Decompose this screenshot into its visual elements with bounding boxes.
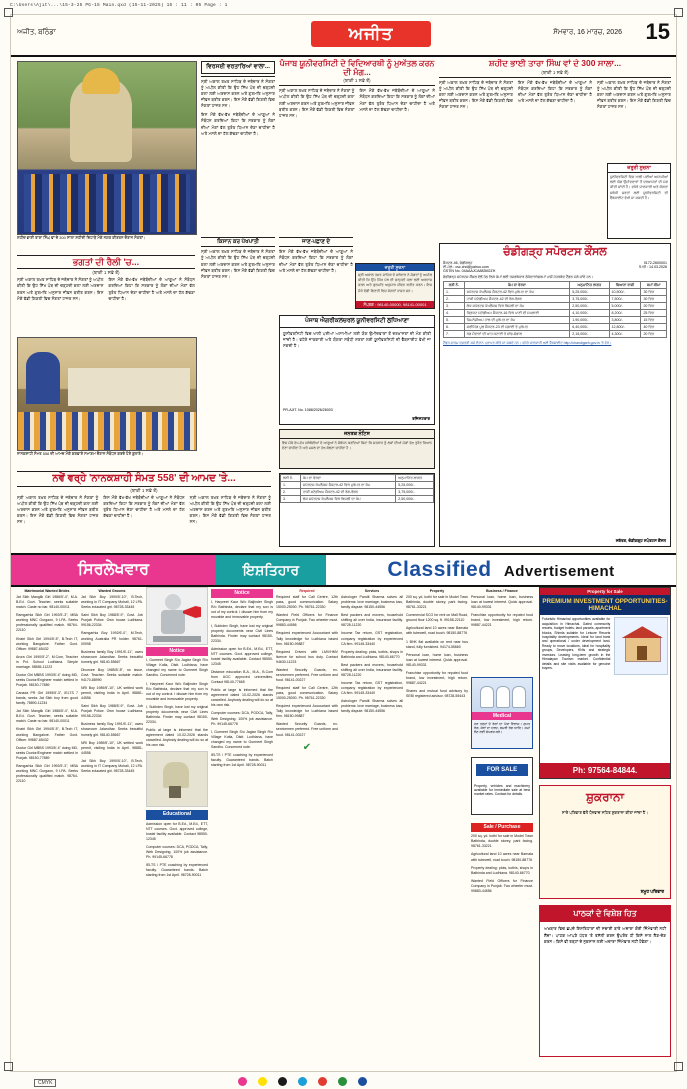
dot-cyan [298, 1077, 307, 1086]
cell: 3,800/- [609, 317, 641, 324]
table-row [444, 303, 667, 310]
list-item: Wanted Security Guards, ex-servicemen preferred. Free uniform and food. 98141-00227 [276, 667, 338, 682]
article-janpachhan [279, 237, 353, 274]
small-notice-body: ਯੂਨੀਵਰਸਿਟੀ ਵਿਚ ਖਾਲੀ ਪਈਆਂ ਅਸਾਮੀਆਂ ਲਈ ਯੋਗ ਉਮੀਦਵਾਰਾਂ ਤੋਂ ਦਰਖ਼ਾਸਤਾਂ ਦੀ ਮੰਗ ਕੀਤੀ ਜਾਂਦੀ ਹੈ। ਵਧੇਰੇ ਜਾਣਕਾਰੀ ਅਤੇ ਯੋਗਤਾ ਸਬੰਧੀ ਸ਼ਰਤਾਂ ਲਈ ਯੂਨੀਵਰਸਿਟੀ ਦੀ ਵੈੱਬਸਾਈਟ ਵੇਖੀ ਜਾ ਸਕਦੀ ਹੈ। [610, 175, 668, 200]
list-item: 1 BHK flat available on rent near bus stand, fully furnished. 94174-55660 [406, 639, 468, 649]
medical-tag: Medical [472, 712, 532, 720]
medical-ad-body: ਹਰ ਤਰ੍ਹਾਂ ਦੇ ਰੋਗਾਂ ਦਾ ਪੱਕਾ ਇਲਾਜ। ਗੁਪਤ ਰੋਗ, ਜੋੜਾਂ ਦਾ ਦਰਦ, ਚਮੜੀ ਰੋਗ ਆਦਿ। ਸਮਾਂ ਲੈਣ ਲਈ ਸੰਪਰਕ ਕਰੋ। [474, 722, 530, 734]
pau-tender-sign: ਰਜਿਸਟਰਾਰ [412, 416, 430, 421]
list-item: I, Gurmeet Singh S/o Jagtar Singh R/o Village Kotla, Distt. Ludhiana, have changed my name to Gurmeet Singh Sandhu. Concerned note. [211, 729, 273, 749]
misc-table [280, 474, 434, 503]
readers-notice-body: ਅਖ਼ਬਾਰ ਵਿਚ ਛਪਦੇ ਇਸ਼ਤਿਹਾਰਾਂ ਦੀ ਸਚਾਈ ਬਾਰੇ ਅਦਾਰਾ ਕੋਈ ਜ਼ਿੰਮੇਵਾਰੀ ਨਹੀਂ ਲੈਂਦਾ। ਪਾਠਕ ਆਪਣੇ ਪੱਧਰ 'ਤੇ ਤਸੱਲੀ ਕਰਨ ਉਪਰੰਤ ਹੀ ਕਿਸੇ ਨਾਲ ਲੈਣ-ਦੇਣ ਕਰਨ। ਕਿਸੇ ਵੀ ਤਰ੍ਹਾਂ ਦੇ ਨੁਕਸਾਨ ਲਈ ਅਦਾਰਾ ਜ਼ਿੰਮੇਵਾਰ ਨਹੀਂ ਹੋਵੇਗਾ। [544, 926, 666, 945]
medical-ad [471, 677, 533, 749]
article-nanakshahi-subline: (ਬਾਕੀ 1 ਸਫ਼ੇ ਤੋਂ) [130, 487, 158, 493]
dot-blue [358, 1077, 367, 1086]
cell: ਸਵੀਮਿੰਗ ਪੂਲ ਸੈਕਟਰ-23 ਦੀ ਸਫ਼ਾਈ ਤੇ ਮੁਰੰਮਤ [464, 324, 570, 331]
crop-mark-tr [674, 8, 683, 17]
himachal-ad-body: Futuristic Himachal opportunities available for acquisition in Himachal. Gated community resorts, budget hotels, land parcels, apartment blocks, Shimla suitable for Leisure Resorts hospitality developments. Ideal for land bank and operational / under development land. Ready to move locations, ideal for hospitality groups, Developers, HNIs and strategic investors. Leasing long-term growth in the Himalayan Tourism market. Confidential details and site visits available for genuine buyers. [542, 617, 611, 671]
list-item: Saini Sikh Boy 1988/5'-9", Govt. Job Punjab Police. Own house Ludhiana. 99156-22334 [81, 704, 143, 719]
list-item: Required staff for Call Centre, 12th pass, good communication. Salary 15000-25000. Ph. 98761-22330 [276, 686, 338, 701]
classified-col-2 [81, 587, 143, 1057]
masthead-edition: ਅਜੀਤ, ਬਠਿੰਡਾ [17, 29, 56, 36]
list-item: Shares and mutual fund advisory by SEBI registered advisor. 98728-55443 [406, 689, 468, 699]
subhan-ad-sign: ਸਮੂਹ ਪਰਿਵਾਰ [640, 889, 664, 894]
article-pu-col2: ਇਸ ਮੌਕੇ ਵੱਖ-ਵੱਖ ਜਥੇਬੰਦੀਆਂ ਦੇ ਆਗੂਆਂ ਨੇ ਸੰਬੋਧਨ ਕਰਦਿਆਂ ਕਿਹਾ ਕਿ ਸਰਕਾਰ ਨੂੰ ਲੋਕਾਂ ਦੀਆਂ ਮੰਗਾਂ ਵੱਲ ਤੁਰੰਤ ਧਿਆਨ ਦੇਣਾ ਚਾਹੀਦਾ ਹੈ ਅਤੇ ਮਸਲੇ ਦਾ ਹੱਲ ਕੱਢਣਾ ਚਾਹੀਦਾ ਹੈ। [359, 88, 435, 112]
misc-table-cell: 1. [281, 482, 301, 489]
article-tara-singh [439, 59, 671, 110]
list-item: NRI Boy 1989/5'-10", UK settled work permit, visiting India in April. 98881-44556 [81, 740, 143, 755]
misc-table-cell: 5,25,000/- [396, 482, 434, 489]
sports-council-footer: ਟੈਂਡਰ ਫ਼ਾਰਮ ਦਫ਼ਤਰੀ ਸਮੇਂ ਦੌਰਾਨ ਪ੍ਰਾਪਤ ਕੀਤੇ ਜਾ ਸਕਦੇ ਹਨ। ਵਧੇਰੇ ਜਾਣਕਾਰੀ ਲਈ ਵੈੱਬਸਾਈਟ http://chandigarh.gov.in 'ਤੇ ਵੇਖੋ। [443, 341, 612, 345]
cell: ਸਪੋਰਟਸ ਕੰਪਲੈਕਸ ਸੈਕਟਰ-42 ਵਿਖੇ ਮੁਰੰਮਤ ਦਾ ਕੰਮ [464, 289, 570, 296]
list-item: Agricultural land 10 acres near Barnala with tubewell, road touch. 98150-88776 [406, 626, 468, 636]
for-sale-sign: FOR SALE [476, 764, 528, 776]
list-item: Divorcee Boy 1985/5'-8", no issue, Govt. Teacher. Seeks suitable match. 94170-88990 [81, 667, 143, 682]
classified-col-8 [471, 587, 533, 673]
list-item: Required staff for Call Centre, 12th pass, good communication. Salary 15000-25000. Ph. 98761-22330 [276, 595, 338, 610]
photo-hall-caption: ਨਾਨਕਸ਼ਾਹੀ ਸੰਮਤ 558 ਦੀ ਆਮਦ ਮੌਕੇ ਕਰਵਾਏ ਸਮਾਗਮ ਦੌਰਾਨ ਸੰਬੋਧਨ ਕਰਦੇ ਹੋਏ ਬੁਲਾਰੇ। [17, 451, 144, 456]
classified-col-3 [146, 587, 208, 1057]
photo-hall-gathering [17, 337, 197, 451]
classified-col-8b [471, 821, 533, 1057]
masthead [11, 15, 676, 57]
list-item: Income Tax return, GST registration, company registration by experienced CA firm. 99145-33440 [341, 680, 403, 696]
list-item: Wanted Field Officers for Finance Company in Punjab. Two wheeler must. 99883-44556 [276, 613, 338, 628]
article-rally [17, 255, 195, 302]
article-nanakshahi-col2: ਇਸ ਮੌਕੇ ਵੱਖ-ਵੱਖ ਜਥੇਬੰਦੀਆਂ ਦੇ ਆਗੂਆਂ ਨੇ ਸੰਬੋਧਨ ਕਰਦਿਆਂ ਕਿਹਾ ਕਿ ਸਰਕਾਰ ਨੂੰ ਲੋਕਾਂ ਦੀਆਂ ਮੰਗਾਂ ਵੱਲ ਤੁਰੰਤ ਧਿਆਨ ਦੇਣਾ ਚਾਹੀਦਾ ਹੈ ਅਤੇ ਮਸਲੇ ਦਾ ਹੱਲ ਕੱਢਣਾ ਚਾਹੀਦਾ ਹੈ। [103, 494, 185, 518]
table-row [444, 296, 667, 303]
list-item: 200 sq. yd. kothi for sale in Model Town Bathinda, double storey, park facing. 98761-33221 [471, 834, 533, 849]
education-tag: Educational [146, 810, 208, 819]
article-rally-col1: ਸ੍ਰੀ ਅਕਾਲ ਤਖ਼ਤ ਸਾਹਿਬ ਦੇ ਜਥੇਦਾਰ ਨੇ ਸੰਗਤਾਂ ਨੂੰ ਅਪੀਲ ਕੀਤੀ ਕਿ ਉਹ ਸਿੱਖ ਪੰਥ ਦੀ ਚੜ੍ਹਦੀ ਕਲਾ ਲਈ ਅਰਦਾਸ ਕਰਨ ਅਤੇ ਗੁਰਮਤਿ ਅਨੁਸਾਰ ਜੀਵਨ ਬਤੀਤ ਕਰਨ। ਇਸ ਮੌਕੇ ਵੱਡੀ ਗਿਣਤੀ ਵਿਚ ਸੰਗਤਾਂ ਹਾਜ਼ਰ ਸਨ। [17, 277, 104, 301]
pau-tender-title: ਪੰਜਾਬ ਐਗਰੀਕਲਚਰਲ ਯੂਨੀਵਰਸਿਟੀ ਲੁਧਿਆਣਾ [280, 316, 434, 328]
cell: 12,800/- [609, 324, 641, 331]
sports-col-head: ਕੰਮ ਦਾ ਵੇਰਵਾ [464, 282, 570, 289]
cell: ਜਿਮਨੇਜ਼ੀਅਮ ਹਾਲ ਦੀ ਮੁਰੰਮਤ ਦਾ ਕੰਮ [464, 317, 570, 324]
megaphone-mascot-illustration [146, 587, 208, 645]
cell: 15 ਦਿਨ [641, 317, 667, 324]
house-illustration [612, 615, 670, 677]
list-item: IELTS / PTE coaching by experienced faculty. Guaranteed bands. Batch starting from 1st April. 98728-90011 [211, 752, 273, 767]
list-item: Jat Sikh Boy 1990/5'-10", B.Tech, working in IT Company Mohali, 12 LPA. Seeks educated girl. 98728-33445 [81, 758, 143, 773]
list-item: Wanted Field Officers for Finance Company in Punjab. Two wheeler must. 99883-44556 [471, 878, 533, 893]
misc-table-cell: ਲੇਕ ਸਪੋਰਟਸ ਕੰਪਲੈਕਸ ਵਿਖੇ ਬਿਜਲੀ ਦਾ ਕੰਮ [300, 496, 395, 503]
misc-table-cell: 3,75,000/- [396, 489, 434, 496]
article-nanakshahi-headline: ਨਵੇਂ ਵਰ੍ਹੇ 'ਨਾਨਕਸ਼ਾਹੀ ਸੰਮਤ 558' ਦੀ ਆਮਦ 'ਤੇ... [17, 471, 271, 487]
sports-council-title: ਚੰਡੀਗੜ੍ਹ ਸਪੋਰਟਸ ਕੌਂਸਲ [503, 246, 607, 258]
misc-table-cell: 2,50,000/- [396, 496, 434, 503]
cell: 25 ਦਿਨ [641, 310, 667, 317]
public-notice-box [279, 429, 435, 469]
misc-table-cell: ਹਾਕੀ ਸਟੇਡੀਅਮ ਸੈਕਟਰ-42 ਦੀ ਰੰਗ-ਰੋਗਨ [300, 489, 395, 496]
article-virsai-body2: ਇਸ ਮੌਕੇ ਵੱਖ-ਵੱਖ ਜਥੇਬੰਦੀਆਂ ਦੇ ਆਗੂਆਂ ਨੇ ਸੰਬੋਧਨ ਕਰਦਿਆਂ ਕਿਹਾ ਕਿ ਸਰਕਾਰ ਨੂੰ ਲੋਕਾਂ ਦੀਆਂ ਮੰਗਾਂ ਵੱਲ ਤੁਰੰਤ ਧਿਆਨ ਦੇਣਾ ਚਾਹੀਦਾ ਹੈ ਅਤੇ ਮਸਲੇ ਦਾ ਹੱਲ ਕੱਢਣਾ ਚਾਹੀਦਾ ਹੈ। [201, 112, 275, 136]
list-item: Ramgarhia Sikh Girl 1992/5'-3", MBA working MNC Gurgaon, 9 LPA. Seeks professionally qualified match. 98764-22110 [16, 763, 78, 783]
cmyk-label: CMYK [34, 1079, 56, 1087]
list-item: Canada PR Girl 1995/5'-3", IELTS 7 bands, seeks Jat Sikh boy from good family. 78890-11234 [16, 691, 78, 706]
sports-col-head: ਬਿਆਨਾ ਰਾਸ਼ੀ [609, 282, 641, 289]
cell: 7,500/- [609, 296, 641, 303]
cell: 20 ਦਿਨ [641, 303, 667, 310]
table-row [444, 310, 667, 317]
sports-council-address: ਸੈਕਟਰ-46, ਚੰਡੀਗੜ੍ਹ [443, 261, 473, 265]
list-item: Public at large is informed that the agreement dated 10-02-2026 stands cancelled. Anybody dealing will do so at his own risk. [146, 728, 208, 748]
cell: 5,25,000/- [570, 289, 609, 296]
public-notice-title: ਜਨਤਕ ਨੋਟਿਸ [280, 430, 434, 439]
sports-council-email: ਈ-ਮੇਲ : csc.chd@yahoo.com [443, 265, 489, 269]
himachal-ad-title: PREMIUM INVESTMENT OPPORTUNITIES-HIMACHAL [540, 595, 670, 615]
list-item: Required experienced Accountant with Tally knowledge for Ludhiana based firm. 98150-99887 [276, 704, 338, 719]
cell: 5. [444, 317, 465, 324]
list-item: Personal loan, home loan, business loan at lowest interest. Quick approval. 98140-99331 [471, 595, 533, 610]
classified-col-6 [341, 587, 403, 1057]
list-item: IELTS / PTE coaching by experienced faculty. Guaranteed bands. Batch starting from 1st April. 98728-90011 [146, 862, 208, 878]
article-janpachhan-headline: ਜਾਣ-ਪਛਾਣ ਦੇ [279, 237, 353, 247]
dot-magenta [238, 1077, 247, 1086]
classified-col-1 [16, 587, 78, 1057]
phone-contact-ad [355, 263, 435, 309]
list-item: Computer courses: DCA, PGDCA, Tally, Web Designing. 100% job assistance. Ph. 99145-66778 [211, 711, 273, 726]
misc-table-cell: ਲੜੀ ਨੰ. [281, 475, 301, 482]
list-item: Public at large is informed that the agreement dated 10-02-2026 stands cancelled. Anybody dealing will do so at his own risk. [211, 688, 273, 708]
article-rally-col2: ਇਸ ਮੌਕੇ ਵੱਖ-ਵੱਖ ਜਥੇਬੰਦੀਆਂ ਦੇ ਆਗੂਆਂ ਨੇ ਸੰਬੋਧਨ ਕਰਦਿਆਂ ਕਿਹਾ ਕਿ ਸਰਕਾਰ ਨੂੰ ਲੋਕਾਂ ਦੀਆਂ ਮੰਗਾਂ ਵੱਲ ਤੁਰੰਤ ਧਿਆਨ ਦੇਣਾ ਚਾਹੀਦਾ ਹੈ ਅਤੇ ਮਸਲੇ ਦਾ ਹੱਲ ਕੱਢਣਾ ਚਾਹੀਦਾ ਹੈ। [108, 277, 195, 301]
cell: 40 ਦਿਨ [641, 324, 667, 331]
list-item: Required experienced Accountant with Tally knowledge for Ludhiana based firm. 98150-99887 [276, 631, 338, 646]
phone-contact-number: ਸੰਪਰਕ : 98140-00000, 98141-00001 [356, 301, 434, 308]
table-row [444, 331, 667, 338]
misc-table-cell: 3. [281, 496, 301, 503]
article-pu-subline: (ਬਾਕੀ 1 ਸਫ਼ੇ ਤੋਂ) [343, 78, 371, 84]
cell: 3. [444, 303, 465, 310]
newspaper-sheet [10, 14, 677, 1072]
article-rally-headline: ਭਗਤਾਂ ਦੀ ਰੈਲੀ 'ਚ... [17, 255, 195, 269]
classified-label-classified: Classified [387, 558, 492, 581]
cell: 1. [444, 289, 465, 296]
list-item: Franchise opportunity for reputed food brand, low investment, high return. 99887-44221 [471, 613, 533, 628]
dot-yellow [258, 1077, 267, 1086]
classified-col-4-heading: Notice [211, 589, 273, 598]
misc-table-cell: 2. [281, 489, 301, 496]
list-item: Doctor Girl MBBS 1993/5'-4" doing MD, seeks Doctor/Engineer match settled in Punjab. 98150-77889 [16, 672, 78, 687]
article-tara-headline: ਸ਼ਹੀਦ ਭਾਈ ਤਾਰਾ ਸਿੰਘ ਵਾਂ ਦੇ 300 ਸਾਲਾ... [488, 59, 622, 68]
cell: 6. [444, 324, 465, 331]
list-item: Khatri Sikh Girl 1994/5'-5", B.Tech IT, working Bangalore. Father Govt. Officer. 99887-65432 [16, 727, 78, 742]
list-item: Property dealing: plots, kothis, shops in Bathinda and Ludhiana. 98140-66770 [471, 865, 533, 875]
sports-council-notice: ਚੰਡੀਗੜ੍ਹ ਸਪੋਰਟਸ ਕੌਂਸਲ ਵੱਲੋਂ ਹੇਠ ਲਿਖੇ ਕੰਮਾਂ ਲਈ ਤਜਰਬੇਕਾਰ ਠੇਕੇਦਾਰਾਂ/ਫ਼ਰਮਾਂ ਪਾਸੋਂ ਮੋਹਰਬੰਦ ਟੈਂਡਰ ਮੰਗੇ ਜਾਂਦੇ ਹਨ। [443, 275, 594, 279]
list-item: Income Tax return, GST registration, company registration by experienced CA firm. 99145-33440 [341, 631, 403, 646]
notice-tag: Notice [146, 647, 208, 656]
cell: 10,500/- [609, 289, 641, 296]
list-item: Astrologer Pandit Sharma solves all problems: love marriage, business loss, family dispute. 98150-44556 [341, 699, 403, 714]
article-virsai-body: ਸ੍ਰੀ ਅਕਾਲ ਤਖ਼ਤ ਸਾਹਿਬ ਦੇ ਜਥੇਦਾਰ ਨੇ ਸੰਗਤਾਂ ਨੂੰ ਅਪੀਲ ਕੀਤੀ ਕਿ ਉਹ ਸਿੱਖ ਪੰਥ ਦੀ ਚੜ੍ਹਦੀ ਕਲਾ ਲਈ ਅਰਦਾਸ ਕਰਨ ਅਤੇ ਗੁਰਮਤਿ ਅਨੁਸਾਰ ਜੀਵਨ ਬਤੀਤ ਕਰਨ। ਇਸ ਮੌਕੇ ਵੱਡੀ ਗਿਣਤੀ ਵਿਚ ਸੰਗਤਾਂ ਹਾਜ਼ਰ ਸਨ। [201, 78, 275, 109]
classified-col-6-heading: Services [364, 589, 380, 593]
readers-notice-title: ਪਾਠਕਾਂ ਦੇ ਵਿਸ਼ੇਸ਼ ਹਿਤ [540, 906, 670, 922]
print-header-strip: C:\Users\Ajit\...\15-3-25 PG-15 Main.qxd (15-11-2025) 15 : 11 : 05 Page : 1 [10, 3, 228, 8]
ajit-logo: ਅਜੀਤ [311, 21, 431, 47]
pau-tender-box [279, 315, 435, 425]
article-pu-col1: ਸ੍ਰੀ ਅਕਾਲ ਤਖ਼ਤ ਸਾਹਿਬ ਦੇ ਜਥੇਦਾਰ ਨੇ ਸੰਗਤਾਂ ਨੂੰ ਅਪੀਲ ਕੀਤੀ ਕਿ ਉਹ ਸਿੱਖ ਪੰਥ ਦੀ ਚੜ੍ਹਦੀ ਕਲਾ ਲਈ ਅਰਦਾਸ ਕਰਨ ਅਤੇ ਗੁਰਮਤਿ ਅਨੁਸਾਰ ਜੀਵਨ ਬਤੀਤ ਕਰਨ। ਇਸ ਮੌਕੇ ਵੱਡੀ ਗਿਣਤੀ ਵਿਚ ਸੰਗਤਾਂ ਹਾਜ਼ਰ ਸਨ। [279, 88, 355, 118]
phone-contact-title: ਜ਼ਰੂਰੀ ਸੂਚਨਾ [356, 264, 434, 271]
article-nanakshahi-col3: ਸ੍ਰੀ ਅਕਾਲ ਤਖ਼ਤ ਸਾਹਿਬ ਦੇ ਜਥੇਦਾਰ ਨੇ ਸੰਗਤਾਂ ਨੂੰ ਅਪੀਲ ਕੀਤੀ ਕਿ ਉਹ ਸਿੱਖ ਪੰਥ ਦੀ ਚੜ੍ਹਦੀ ਕਲਾ ਲਈ ਅਰਦਾਸ ਕਰਨ ਅਤੇ ਗੁਰਮਤਿ ਅਨੁਸਾਰ ਜੀਵਨ ਬਤੀਤ ਕਰਨ। ਇਸ ਮੌਕੇ ਵੱਡੀ ਗਿਣਤੀ ਵਿਚ ਸੰਗਤਾਂ ਹਾਜ਼ਰ ਸਨ। [189, 494, 271, 524]
list-item: Admission open for B.Ed., M.Ed., ETT, NTT courses. Govt. approved college, hostel facility available. Contact 98550-12345 [211, 646, 273, 666]
list-item: Doctor Girl MBBS 1993/5'-4" doing MD, seeks Doctor/Engineer match settled in Punjab. 98150-77889 [16, 745, 78, 760]
cell: 2,15,000/- [570, 331, 609, 338]
table-row [444, 317, 667, 324]
article-tara-col2: ਇਸ ਮੌਕੇ ਵੱਖ-ਵੱਖ ਜਥੇਬੰਦੀਆਂ ਦੇ ਆਗੂਆਂ ਨੇ ਸੰਬੋਧਨ ਕਰਦਿਆਂ ਕਿਹਾ ਕਿ ਸਰਕਾਰ ਨੂੰ ਲੋਕਾਂ ਦੀਆਂ ਮੰਗਾਂ ਵੱਲ ਤੁਰੰਤ ਧਿਆਨ ਦੇਣਾ ਚਾਹੀਦਾ ਹੈ ਅਤੇ ਮਸਲੇ ਦਾ ਹੱਲ ਕੱਢਣਾ ਚਾਹੀਦਾ ਹੈ। [518, 79, 592, 104]
crop-mark-br [674, 1062, 683, 1071]
himachal-ad-phone[interactable]: Ph: 97564-84844. [540, 763, 670, 778]
for-sale-body: Property, vehicles and machinery available for immediate sale at best market rates. Contact for details. [474, 784, 530, 796]
list-item: I, Harpreet Kaur W/o Baljinder Singh R/o Bathinda, declare that my son is out of my control. I disown him from my movable and immovable property. [211, 600, 273, 620]
himachal-investment-ad [539, 587, 671, 779]
subhan-ad-title: ਸ਼ੁਕਰਾਨਾ [586, 790, 624, 804]
article-virsai-headline: ਵਿਰਸਈ ਵਰਤਾਰਿਆਂ ਵਾਲਾ... [201, 61, 275, 74]
phone-contact-body: ਸ੍ਰੀ ਅਕਾਲ ਤਖ਼ਤ ਸਾਹਿਬ ਦੇ ਜਥੇਦਾਰ ਨੇ ਸੰਗਤਾਂ ਨੂੰ ਅਪੀਲ ਕੀਤੀ ਕਿ ਉਹ ਸਿੱਖ ਪੰਥ ਦੀ ਚੜ੍ਹਦੀ ਕਲਾ ਲਈ ਅਰਦਾਸ ਕਰਨ ਅਤੇ ਗੁਰਮਤਿ ਅਨੁਸਾਰ ਜੀਵਨ ਬਤੀਤ ਕਰਨ। ਇਸ ਮੌਕੇ ਵੱਡੀ ਗਿਣਤੀ ਵਿਚ ਸੰਗਤਾਂ ਹਾਜ਼ਰ ਸਨ। [358, 273, 432, 293]
article-nanakshahi-col1: ਸ੍ਰੀ ਅਕਾਲ ਤਖ਼ਤ ਸਾਹਿਬ ਦੇ ਜਥੇਦਾਰ ਨੇ ਸੰਗਤਾਂ ਨੂੰ ਅਪੀਲ ਕੀਤੀ ਕਿ ਉਹ ਸਿੱਖ ਪੰਥ ਦੀ ਚੜ੍ਹਦੀ ਕਲਾ ਲਈ ਅਰਦਾਸ ਕਰਨ ਅਤੇ ਗੁਰਮਤਿ ਅਨੁਸਾਰ ਜੀਵਨ ਬਤੀਤ ਕਰਨ। ਇਸ ਮੌਕੇ ਵੱਡੀ ਗਿਣਤੀ ਵਿਚ ਸੰਗਤਾਂ ਹਾਜ਼ਰ ਸਨ। [17, 494, 99, 524]
article-tara-subline: (ਬਾਕੀ 1 ਸਫ਼ੇ ਤੋਂ) [541, 69, 569, 75]
pau-tender-body: ਯੂਨੀਵਰਸਿਟੀ ਵਿਚ ਖਾਲੀ ਪਈਆਂ ਅਸਾਮੀਆਂ ਲਈ ਯੋਗ ਉਮੀਦਵਾਰਾਂ ਤੋਂ ਦਰਖ਼ਾਸਤਾਂ ਦੀ ਮੰਗ ਕੀਤੀ ਜਾਂਦੀ ਹੈ। ਵਧੇਰੇ ਜਾਣਕਾਰੀ ਅਤੇ ਯੋਗਤਾ ਸਬੰਧੀ ਸ਼ਰਤਾਂ ਲਈ ਯੂਨੀਵਰਸਿਟੀ ਦੀ ਵੈੱਬਸਾਈਟ ਵੇਖੀ ਜਾ ਸਕਦੀ ਹੈ। [283, 331, 431, 349]
sports-col-head: ਸਮਾਂ ਸੀਮਾ [641, 282, 667, 289]
article-kisan [201, 237, 275, 280]
list-item: Business family Boy 1991/5'-11", owns showroom Jalandhar. Seeks beautiful homely girl. 98140-55667 [81, 722, 143, 737]
article-tara-col1: ਸ੍ਰੀ ਅਕਾਲ ਤਖ਼ਤ ਸਾਹਿਬ ਦੇ ਜਥੇਦਾਰ ਨੇ ਸੰਗਤਾਂ ਨੂੰ ਅਪੀਲ ਕੀਤੀ ਕਿ ਉਹ ਸਿੱਖ ਪੰਥ ਦੀ ਚੜ੍ਹਦੀ ਕਲਾ ਲਈ ਅਰਦਾਸ ਕਰਨ ਅਤੇ ਗੁਰਮਤਿ ਅਨੁਸਾਰ ਜੀਵਨ ਬਤੀਤ ਕਰਨ। ਇਸ ਮੌਕੇ ਵੱਡੀ ਗਿਣਤੀ ਵਿਚ ਸੰਗਤਾਂ ਹਾਜ਼ਰ ਸਨ। [439, 79, 513, 110]
sports-council-gst: GSTIN No. 04AAAJCA883M2ZH [443, 269, 496, 273]
dot-black [278, 1077, 287, 1086]
sale-purchase-tag: Sale / Purchase [471, 823, 533, 832]
readers-notice-ad [539, 905, 671, 1057]
table-row [444, 324, 667, 331]
cell: 5,000/- [609, 303, 641, 310]
list-item: Personal loan, home loan, business loan at lowest interest. Quick approval. 98140-99331 [406, 652, 468, 667]
classified-banner-blue [326, 555, 676, 585]
list-item: I, Sukhdev Singh, have lost my original property documents near Civil Lines Bathinda. Finder may contact 98150-22334. [146, 704, 208, 724]
list-item: Distance education B.A., M.A., B.Com from UGC approved universities. Contact 98140-77665 [211, 670, 273, 685]
list-item: Required Drivers with LMV/HMV licence for school bus duty. Contact 94630-11223 [276, 649, 338, 664]
list-item: I, Harpreet Kaur W/o Baljinder Singh R/o Bathinda, declare that my son is out of my control. I disown him from my movable and immovable property. [146, 681, 208, 701]
dot-red [318, 1077, 327, 1086]
cell: 30 ਦਿਨ [641, 296, 667, 303]
list-item: Property dealing: plots, kothis, shops in Bathinda and Ludhiana. 98140-66770 [341, 649, 403, 659]
article-kisan-headline: ਕਿਸਾਨ ਕਰ ਪੱਖਪਾਤੀ [201, 237, 275, 247]
cell: 6,40,000/- [570, 324, 609, 331]
cell: 4. [444, 310, 465, 317]
sports-council-ad [439, 243, 671, 547]
cell: 1,90,000/- [570, 317, 609, 324]
classified-banner-pink: ਸਿਰਲੇਖਵਾਰ [11, 555, 216, 585]
article-pu-headline: ਪੰਜਾਬ ਯੂਨੀਵਰਸਿਟੀ ਦੇ ਵਿਦਿਆਰਥੀ ਨੂੰ ਮੁਅੱਤਲ ਕਰਨ ਦੀ ਮੰਗ... [279, 59, 435, 78]
sports-council-table [443, 281, 667, 338]
cell: 4,10,000/- [570, 310, 609, 317]
list-item: Jat Sikh Manglik Girl 1986/5'-4", M.A. B.Ed. Govt. Teacher, seeks suitable match. Caste no bar. 98140-00011 [16, 595, 78, 610]
crop-mark-bl [4, 1062, 13, 1071]
classified-col-2-heading: Wanted Grooms [98, 589, 126, 593]
list-item: 200 sq. yd. kothi for sale in Model Town Bathinda, double storey, park facing. 98761-33221 [406, 595, 468, 610]
article-pu-student [279, 59, 435, 119]
list-item: Jat Sikh Boy 1990/5'-10", B.Tech, working in IT Company Mohali, 12 LPA. Seeks educated girl. 98728-33445 [81, 595, 143, 610]
list-item: Business family Boy 1991/5'-11", owns showroom Jalandhar. Seeks beautiful homely girl. 98140-55667 [81, 649, 143, 664]
photo-statue-ceremony [17, 61, 197, 235]
masthead-date: ਸੋਮਵਾਰ, 16 ਮਾਰਚ, 2026 [553, 29, 622, 36]
list-item: Admission open for B.Ed., M.Ed., ETT, NTT courses. Govt. approved college, hostel facility available. Contact 98550-12345 [146, 821, 208, 841]
classified-col-5 [276, 587, 338, 1057]
cell: 2. [444, 296, 465, 303]
misc-table-box [279, 473, 435, 547]
list-item: Computer courses: DCA, PGDCA, Tally, Web Designing. 100% job assistance. Ph. 99145-66778 [146, 844, 208, 859]
list-item: NRI Boy 1989/5'-10", UK settled work permit, visiting India in April. 98881-44556 [81, 686, 143, 701]
list-item: Best packers and movers, household shifting all over India, insurance facility. 98728-11220 [341, 613, 403, 628]
classified-col-5-heading: Required [299, 589, 315, 593]
sports-council-date: ਮਿਤੀ : 14.03.2026 [639, 265, 667, 269]
classified-col-7 [406, 587, 468, 1057]
list-item: Franchise opportunity for reputed food brand, low investment, high return. 99887-44221 [406, 670, 468, 685]
misc-table-cell: ਸਪੋਰਟਸ ਕੰਪਲੈਕਸ ਸੈਕਟਰ-42 ਵਿਖੇ ਮੁਰੰਮਤ ਦਾ ਕੰਮ [300, 482, 395, 489]
classified-col-4 [211, 587, 273, 1057]
list-item: Khatri Sikh Girl 1994/5'-5", B.Tech IT, working Bangalore. Father Govt. Officer. 99887-65432 [16, 636, 78, 651]
sports-col-head: ਅਨੁਮਾਨਿਤ ਲਾਗਤ [570, 282, 609, 289]
list-item: Astrologer Pandit Sharma solves all problems: love marriage, business loss, family dispute. 98150-44556 [341, 595, 403, 610]
article-rally-subline: (ਬਾਕੀ 1 ਸਫ਼ੇ ਤੋਂ) [92, 270, 120, 276]
for-sale-ad [471, 757, 533, 815]
cell: ਖੇਡ ਮੈਦਾਨਾਂ ਦੀ ਘਾਹ ਕਟਾਈ ਤੇ ਸਾਂਭ-ਸੰਭਾਲ [464, 331, 570, 338]
cell: ਹਾਕੀ ਸਟੇਡੀਅਮ ਸੈਕਟਰ-42 ਦੀ ਰੰਗ-ਰੋਗਨ [464, 296, 570, 303]
subhan-ad-body: ਸਾਰੇ ਪਰਿਵਾਰ ਵੱਲੋਂ ਧੰਨਵਾਦ ਸਹਿਤ ਸ਼ੁਕਰਾਨਾ ਕੀਤਾ ਜਾਂਦਾ ਹੈ। [561, 810, 649, 815]
article-tara-col3: ਸ੍ਰੀ ਅਕਾਲ ਤਖ਼ਤ ਸਾਹਿਬ ਦੇ ਜਥੇਦਾਰ ਨੇ ਸੰਗਤਾਂ ਨੂੰ ਅਪੀਲ ਕੀਤੀ ਕਿ ਉਹ ਸਿੱਖ ਪੰਥ ਦੀ ਚੜ੍ਹਦੀ ਕਲਾ ਲਈ ਅਰਦਾਸ ਕਰਨ ਅਤੇ ਗੁਰਮਤਿ ਅਨੁਸਾਰ ਜੀਵਨ ਬਤੀਤ ਕਰਨ। ਇਸ ਮੌਕੇ ਵੱਡੀ ਗਿਣਤੀ ਵਿਚ ਸੰਗਤਾਂ ਹਾਜ਼ਰ ਸਨ। [597, 79, 671, 110]
photo-statue-caption: ਸ਼ਹੀਦ ਭਾਈ ਤਾਰਾ ਸਿੰਘ ਵਾਂ ਦੇ 300 ਸਾਲਾ ਸ਼ਹੀਦੀ ਦਿਹਾੜੇ ਮੌਕੇ ਨਗਰ ਕੀਰਤਨ ਦੌਰਾਨ ਸੰਗਤਾਂ। [17, 235, 146, 240]
article-virsai [201, 61, 275, 137]
chair-illustration [146, 751, 208, 807]
cell: ਲੇਕ ਸਪੋਰਟਸ ਕੰਪਲੈਕਸ ਵਿਖੇ ਬਿਜਲੀ ਦਾ ਕੰਮ [464, 303, 570, 310]
list-item: I, Sukhdev Singh, have lost my original property documents near Civil Lines Bathinda. Finder may contact 98150-22334. [211, 623, 273, 643]
cell: 2,50,000/- [570, 303, 609, 310]
misc-table-cell: ਕੰਮ ਦਾ ਵੇਰਵਾ [300, 475, 395, 482]
cell: 4,300/- [609, 331, 641, 338]
list-item: Arora Girl 1990/5'-2", M.Com, Teacher in Pvt. School Ludhiana. Simple marriage. 98555-11223 [16, 654, 78, 669]
himachal-ad-tag: Property for Sale [540, 588, 670, 595]
small-notice-title: ਜ਼ਰੂਰੀ ਸੂਚਨਾ [608, 164, 670, 173]
list-item: Best packers and movers, household shifting all over India, insurance facility. 98728-11220 [341, 662, 403, 677]
cell: 30 ਦਿਨ [641, 289, 667, 296]
crop-mark-tl [4, 8, 13, 17]
classified-label-advertisement: Advertisement [503, 563, 615, 580]
sports-council-phone: 0172-2600001 [643, 261, 667, 265]
checkmark-icon: ✔ [302, 741, 312, 753]
subhan-ad [539, 785, 671, 899]
list-item: Ramgarhia Boy 1992/6'-0", M.Tech, working Australia PR holder. 98761-00998 [81, 631, 143, 646]
registration-dots [0, 1077, 687, 1087]
sports-col-head: ਲੜੀ ਨੰ. [444, 282, 465, 289]
cell: 3,75,000/- [570, 296, 609, 303]
classified-banner-teal: ਇਸ਼ਤਿਹਾਰ [216, 555, 326, 585]
dot-green [338, 1077, 347, 1086]
list-item: Saini Sikh Boy 1988/5'-9", Govt. Job Punjab Police. Own house Ludhiana. 99156-22334 [81, 613, 143, 628]
classified-col-7-heading: Property [429, 589, 445, 593]
pau-tender-ref: PR-AJIT. No. 1088/2026/26003 [283, 408, 333, 412]
list-item: Ramgarhia Sikh Girl 1992/5'-3", MBA working MNC Gurgaon, 9 LPA. Seeks professionally qualified match. 98764-22110 [16, 613, 78, 633]
list-item: Jat Sikh Manglik Girl 1986/5'-4", M.A. B.Ed. Govt. Teacher, seeks suitable match. Caste no bar. 98140-00011 [16, 709, 78, 724]
cell: 8,200/- [609, 310, 641, 317]
classified-col-8-heading: Business / Finance [486, 589, 518, 593]
cell: 7. [444, 331, 465, 338]
cell: ਕ੍ਰਿਕਟ ਸਟੇਡੀਅਮ ਸੈਕਟਰ-16 ਵਿਖੇ ਪਾਣੀ ਦੀ ਸਪਲਾਈ [464, 310, 570, 317]
table-row [444, 289, 667, 296]
cell: 20 ਦਿਨ [641, 331, 667, 338]
list-item: Wanted Security Guards, ex-servicemen preferred. Free uniform and food. 98141-00227 [276, 722, 338, 737]
small-notice-box [607, 163, 671, 239]
public-notice-body: ਇਸ ਮੌਕੇ ਵੱਖ-ਵੱਖ ਜਥੇਬੰਦੀਆਂ ਦੇ ਆਗੂਆਂ ਨੇ ਸੰਬੋਧਨ ਕਰਦਿਆਂ ਕਿਹਾ ਕਿ ਸਰਕਾਰ ਨੂੰ ਲੋਕਾਂ ਦੀਆਂ ਮੰਗਾਂ ਵੱਲ ਤੁਰੰਤ ਧਿਆਨ ਦੇਣਾ ਚਾਹੀਦਾ ਹੈ ਅਤੇ ਮਸਲੇ ਦਾ ਹੱਲ ਕੱਢਣਾ ਚਾਹੀਦਾ ਹੈ। [282, 441, 432, 451]
article-kisan-body: ਸ੍ਰੀ ਅਕਾਲ ਤਖ਼ਤ ਸਾਹਿਬ ਦੇ ਜਥੇਦਾਰ ਨੇ ਸੰਗਤਾਂ ਨੂੰ ਅਪੀਲ ਕੀਤੀ ਕਿ ਉਹ ਸਿੱਖ ਪੰਥ ਦੀ ਚੜ੍ਹਦੀ ਕਲਾ ਲਈ ਅਰਦਾਸ ਕਰਨ ਅਤੇ ਗੁਰਮਤਿ ਅਨੁਸਾਰ ਜੀਵਨ ਬਤੀਤ ਕਰਨ। ਇਸ ਮੌਕੇ ਵੱਡੀ ਗਿਣਤੀ ਵਿਚ ਸੰਗਤਾਂ ਹਾਜ਼ਰ ਸਨ। [201, 249, 275, 279]
page-number: 15 [645, 19, 670, 44]
misc-table-cell: ਅਨੁਮਾਨਿਤ ਲਾਗਤ [396, 475, 434, 482]
sports-council-sign: ਸਕੱਤਰ, ਚੰਡੀਗੜ੍ਹ ਸਪੋਰਟਸ ਕੌਂਸਲ [615, 538, 666, 543]
classified-banner [11, 553, 676, 587]
classified-col-1-heading: Matrimonial Wanted Brides [24, 589, 70, 593]
list-item: I, Gurmeet Singh S/o Jagtar Singh R/o Village Kotla, Distt. Ludhiana, have changed my name to Gurmeet Singh Sandhu. Concerned note. [146, 658, 208, 678]
article-nanakshahi [17, 471, 271, 525]
article-janpachhan-body: ਇਸ ਮੌਕੇ ਵੱਖ-ਵੱਖ ਜਥੇਬੰਦੀਆਂ ਦੇ ਆਗੂਆਂ ਨੇ ਸੰਬੋਧਨ ਕਰਦਿਆਂ ਕਿਹਾ ਕਿ ਸਰਕਾਰ ਨੂੰ ਲੋਕਾਂ ਦੀਆਂ ਮੰਗਾਂ ਵੱਲ ਤੁਰੰਤ ਧਿਆਨ ਦੇਣਾ ਚਾਹੀਦਾ ਹੈ ਅਤੇ ਮਸਲੇ ਦਾ ਹੱਲ ਕੱਢਣਾ ਚਾਹੀਦਾ ਹੈ। [279, 249, 353, 273]
list-item: Agricultural land 10 acres near Barnala with tubewell, road touch. 98150-88776 [471, 852, 533, 862]
list-item: Commercial SCO for rent on Mall Road, ground floor 1200 sq. ft. 99158-22110 [406, 613, 468, 623]
